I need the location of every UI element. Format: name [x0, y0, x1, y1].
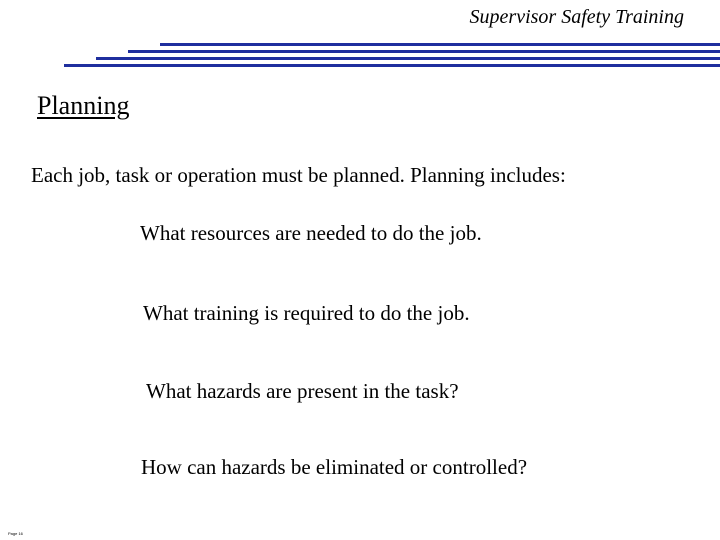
list-item: How can hazards be eliminated or controlled? — [141, 455, 528, 479]
list-item: What training is required to do the job. — [143, 301, 470, 325]
header-rule — [64, 64, 720, 67]
page-number: Page 16 — [8, 531, 23, 536]
intro-text: Each job, task or operation must be planned. Planning includes: — [31, 163, 566, 187]
header-rule — [160, 43, 720, 46]
list-item: What hazards are present in the task? — [146, 379, 459, 403]
header-rule — [128, 50, 720, 53]
header-rule — [96, 57, 720, 60]
list-item: What resources are needed to do the job. — [140, 221, 482, 245]
slide-title: Planning — [37, 91, 130, 120]
header-title: Supervisor Safety Training — [469, 6, 684, 28]
